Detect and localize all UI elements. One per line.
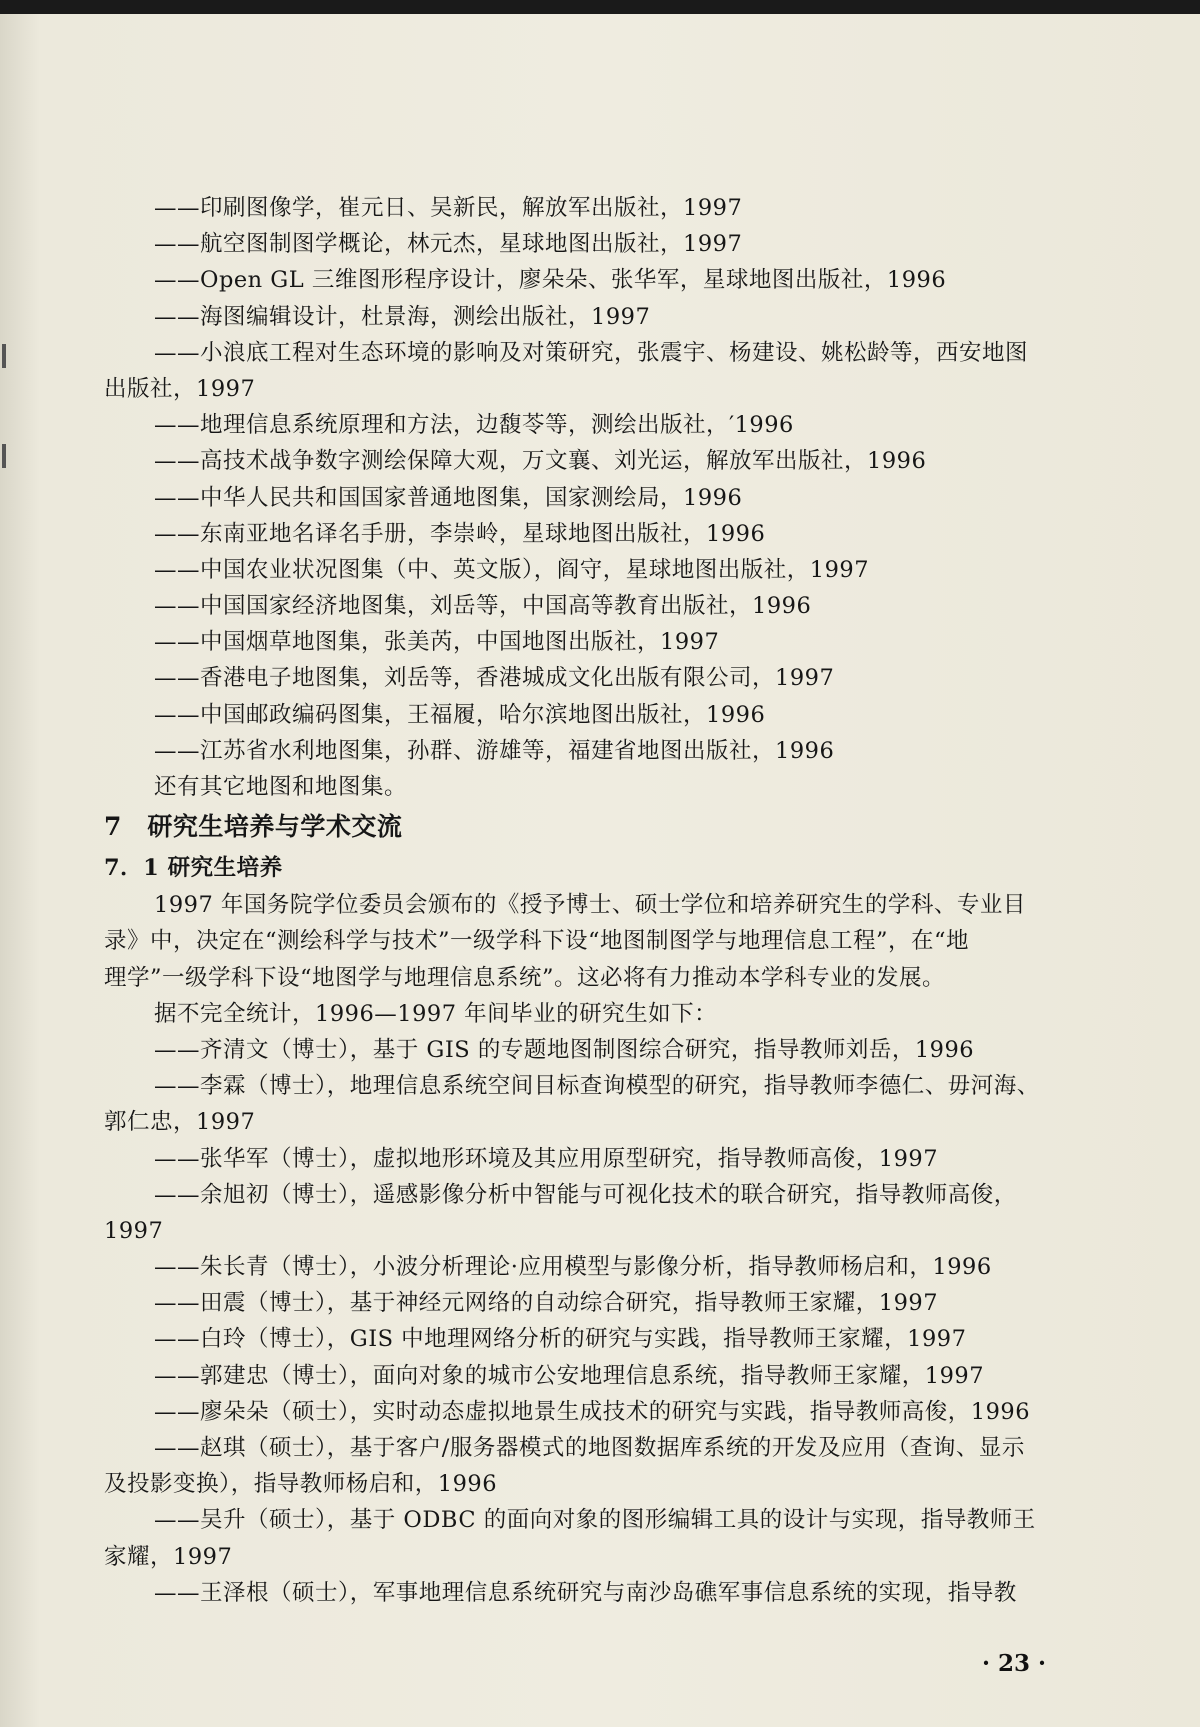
text-line: ——香港电子地图集，刘岳等，香港城成文化出版有限公司，1997 <box>154 665 835 692</box>
text-line: ——白玲（博士），GIS 中地理网络分析的研究与实践，指导教师王家耀，1997 <box>154 1326 967 1353</box>
text-line: ——地理信息系统原理和方法，边馥苓等，测绘出版社，′1996 <box>154 412 794 439</box>
text-line: ——王泽根（硕士），军事地理信息系统研究与南沙岛礁军事信息系统的实现，指导教 <box>154 1579 1017 1606</box>
text-line: ——田震（博士），基于神经元网络的自动综合研究，指导教师王家耀，1997 <box>154 1290 939 1317</box>
subsection-heading: 7．1 研究生培养 <box>104 855 283 882</box>
text-line: 出版社，1997 <box>104 375 256 402</box>
text-line: ——赵琪（硕士），基于客户/服务器模式的地图数据库系统的开发及应用（查询、显示 <box>154 1435 1025 1461</box>
binding-mark <box>2 444 6 468</box>
text-line: ——郭建忠（博士），面向对象的城市公安地理信息系统，指导教师王家耀，1997 <box>154 1362 985 1389</box>
text-line: ——中国烟草地图集，张美芮，中国地图出版社，1997 <box>154 629 720 656</box>
text-line: ——高技术战争数字测绘保障大观，万文襄、刘光运，解放军出版社，1996 <box>154 448 927 475</box>
page-number: · 23 · <box>982 1650 1047 1677</box>
text-line: 1997 <box>104 1217 164 1244</box>
text-line: ——中国国家经济地图集，刘岳等，中国高等教育出版社，1996 <box>154 593 812 620</box>
section-heading: 7 研究生培养与学术交流 <box>104 812 403 842</box>
text-line: ——张华军（博士），虚拟地形环境及其应用原型研究，指导教师高俊，1997 <box>154 1145 939 1172</box>
text-line: ——航空图制图学概论，林元杰，星球地图出版社，1997 <box>154 231 743 258</box>
text-line: ——吴升（硕士），基于 ODBC 的面向对象的图形编辑工具的设计与实现，指导教师王 <box>154 1507 1036 1534</box>
text-line: ——廖朵朵（硕士），实时动态虚拟地景生成技术的研究与实践，指导教师高俊，1996 <box>154 1398 1031 1425</box>
text-line: ——中华人民共和国国家普通地图集，国家测绘局，1996 <box>154 484 743 511</box>
text-line: 录》中，决定在“测绘科学与技术”一级学科下设“地图制图学与地理信息工程”，在“地 <box>104 928 970 955</box>
page-text <box>104 190 1104 1611</box>
text-line: 还有其它地图和地图集。 <box>154 774 408 800</box>
text-line: ——印刷图像学，崔元日、吴新民，解放军出版社，1997 <box>154 195 743 221</box>
book-page <box>0 14 1200 1727</box>
text-line: ——中国农业状况图集（中、英文版），阎守，星球地图出版社，1997 <box>154 556 870 583</box>
text-line: ——余旭初（博士），遥感影像分析中智能与可视化技术的联合研究，指导教师高俊， <box>154 1181 1017 1208</box>
text-line: 郭仁忠，1997 <box>104 1109 256 1136</box>
text-line: ——海图编辑设计，杜景海，测绘出版社，1997 <box>154 303 651 330</box>
text-line: 家耀，1997 <box>104 1543 233 1570</box>
text-line: ——齐清文（博士），基于 GIS 的专题地图制图综合研究，指导教师刘岳，1996 <box>154 1036 975 1063</box>
text-line: 及投影变换），指导教师杨启和，1996 <box>104 1471 498 1498</box>
text-line: ——中国邮政编码图集，王福履，哈尔滨地图出版社，1996 <box>154 701 766 728</box>
text-line: ——Open GL 三维图形程序设计，廖朵朵、张华军，星球地图出版社，1996 <box>154 267 947 294</box>
text-line: 据不完全统计，1996—1997 年间毕业的研究生如下： <box>154 1000 718 1027</box>
text-line: ——小浪底工程对生态环境的影响及对策研究，张震宇、杨建设、姚松龄等，西安地图 <box>154 339 1029 366</box>
text-line: 1997 年国务院学位委员会颁布的《授予博士、硕士学位和培养研究生的学科、专业目 <box>154 892 1026 919</box>
text-line: 理学”一级学科下设“地图学与地理信息系统”。这必将有力推动本学科专业的发展。 <box>104 964 946 991</box>
text-line: ——江苏省水利地图集，孙群、游雄等，福建省地图出版社，1996 <box>154 737 835 764</box>
binding-mark <box>2 344 6 368</box>
text-line: ——东南亚地名译名手册，李崇岭，星球地图出版社，1996 <box>154 520 766 547</box>
text-line: ——朱长青（博士），小波分析理论·应用模型与影像分析，指导教师杨启和，1996 <box>154 1254 992 1281</box>
text-line: ——李霖（博士），地理信息系统空间目标查询模型的研究，指导教师李德仁、毋河海、 <box>154 1073 1040 1100</box>
